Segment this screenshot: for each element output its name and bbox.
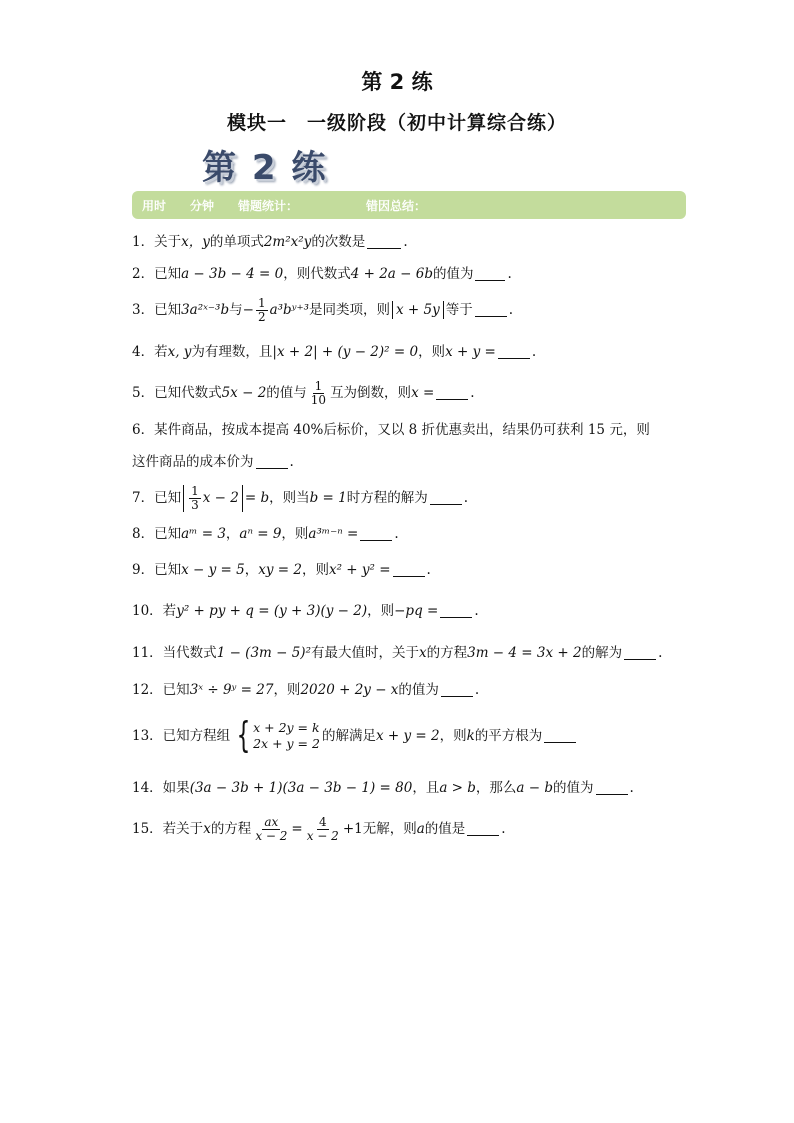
answer-blank[interactable] [624,646,656,660]
module-subtitle: 模块一 一级阶段（初中计算综合练） [226,112,567,134]
answer-blank[interactable] [498,345,530,359]
answer-blank[interactable] [475,267,505,281]
info-bar [132,191,686,219]
fraction: $\frac{1}{2}$ [257,295,266,324]
question-13: 13．已知方程组 { x + 2y = k 2x + y = 2 的解满足 x + y = 2 ，则 k 的平方根为 [132,716,578,756]
time-label: 用时 [142,198,167,213]
fraction: $\frac{1}{10}$ [310,378,327,407]
answer-blank[interactable] [441,683,473,697]
answer-blank[interactable] [436,386,468,400]
answer-blank[interactable] [467,822,499,836]
answer-blank[interactable] [440,604,472,618]
question-6-line-2: 这件商品的成本价为 . [132,454,294,470]
answer-blank[interactable] [475,303,507,317]
question-3: 3．已知 3a²ˣ⁻³b 与 − $\frac{1}{2}$ a³bʸ⁺³ 是同类项，则 x + 5y 等于 . [132,295,514,324]
answer-blank[interactable] [544,729,576,743]
question-5: 5．已知代数式 5x − 2 的值与 $\frac{1}{10}$ 互为倒数，则 x = . [132,378,475,407]
question-7: 7．已知 $\frac{1}{3}$ x − 2 = b ，则当 b = 1 时方程的解为 . [132,483,469,512]
error-count-label: 错题统计： [238,198,299,213]
answer-blank[interactable] [393,563,425,577]
question-10: 10．若 y² + py + q = (y + 3)(y − 2) ，则 −pq = . [132,603,479,619]
answer-blank[interactable] [360,527,392,541]
question-6-line-1: 6．某件商品，按成本提高 40%后标价，又以 8 折优惠卖出，结果仍可获利 15 元，则 [132,422,650,438]
question-9: 9．已知 x − y = 5 ， xy = 2 ，则 x² + y² = . [132,562,431,578]
fraction: $\frac{4}{x - 2}$ [306,814,339,843]
decorative-title: 第 2 练 [202,148,328,188]
question-2: 2．已知 a − 3b − 4 = 0 ，则代数式 4 + 2a − 6b 的值为 . [132,266,512,282]
fraction: $\frac{ax}{x - 2}$ [255,814,288,843]
equation-system: { x + 2y = k 2x + y = 2 [236,715,320,756]
question-1: 1．关于 x，y 的单项式 2m²x²y 的次数是 . [132,234,408,250]
question-11: 11．当代数式 1 − (3m − 5)² 有最大值时，关于 x 的方程 3m − 4 = 3x + 2 的解为 . [132,645,663,661]
question-8: 8．已知 aᵐ = 3 ， aⁿ = 9 ，则 a³ᵐ⁻ⁿ = . [132,526,399,542]
question-4: 4．若 x, y 为有理数，且 |x + 2| + (y − 2)² = 0 ，则 x + y = . [132,344,537,360]
answer-blank[interactable] [430,491,462,505]
minute-label: 分钟 [190,198,215,213]
page-title: 第 2 练 [361,70,433,94]
question-12: 12．已知 3ˣ ÷ 9ʸ = 27 ，则 2020 + 2y − x 的值为 . [132,682,480,698]
answer-blank[interactable] [256,455,288,469]
error-cause-label: 错因总结： [366,198,427,213]
absolute-value: $\frac{1}{3}$ x − 2 [183,485,243,512]
answer-blank[interactable] [596,781,628,795]
question-14: 14．如果 (3a − 3b + 1)(3a − 3b − 1) = 80 ，且 a > b ，那么 a − b 的值为 . [132,780,634,796]
question-15: 15．若关于 x 的方程 $\frac{ax}{x - 2}$ = $\frac{4}{x - 2}$ +1 无解，则 a 的值是 . [132,814,506,843]
answer-blank[interactable] [367,235,401,249]
